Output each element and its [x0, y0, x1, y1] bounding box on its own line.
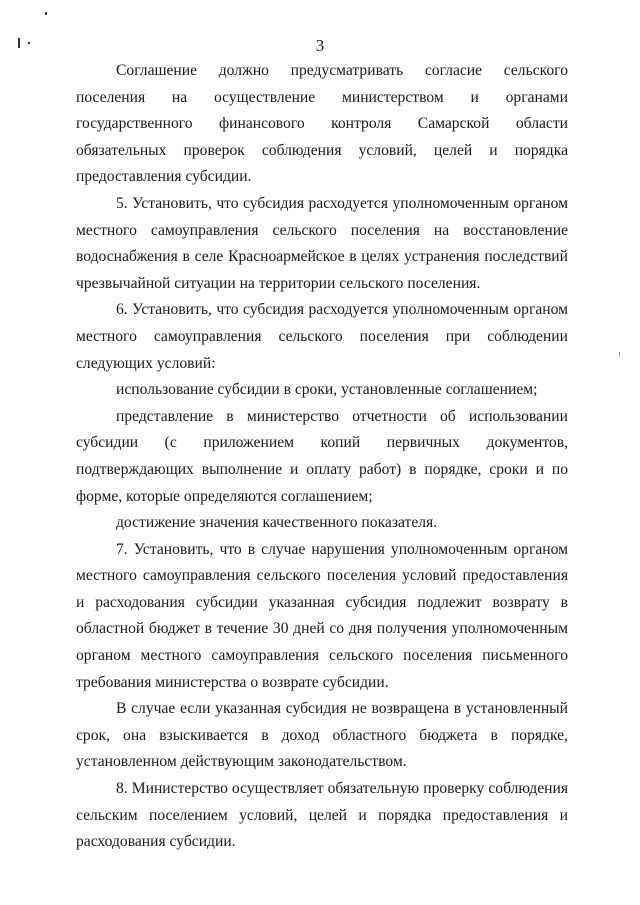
- paragraph-condition-3: достижение значения качественного показателя.: [116, 514, 438, 532]
- scan-artifact: [619, 352, 620, 356]
- document-body: [76, 58, 568, 856]
- paragraph-recovery: В случае если указанная субсидия не возвращена в установленный срок, она взыскивается в доход областного бюджета в порядке, установленном действующим законодательством.: [76, 700, 568, 771]
- paragraph-item-7: 7. Установить, что в случае нарушения уполномоченным органом местного самоуправления сельского поселения условий предоставления и расходования субсидии указанная субсидия подлежит возврату в областной бюджет в течение 30 дней со дня получения уполномоченным органом местного самоуправления сельского поселения письменного требования министерства о возврате субсидии.: [76, 540, 568, 691]
- paragraph-agreement-consent: Соглашение должно предусматривать согласие сельского поселения на осуществление министерством и органами государственного финансового контроля Самарской области обязательных проверок соблюдения условий, целей и порядка предоставления субсидии.: [76, 62, 568, 186]
- paragraph-item-8: 8. Министерство осуществляет обязательную проверку соблюдения сельским поселением условий, целей и порядка предоставления и расходования субсидии.: [76, 780, 568, 851]
- paragraph-item-6: 6. Установить, что субсидия расходуется уполномоченным органом местного самоуправления сельского поселения при соблюдении следующих условий:: [76, 301, 568, 372]
- scan-artifact: [45, 12, 47, 15]
- paragraph-item-5: 5. Установить, что субсидия расходуется уполномоченным органом местного самоуправления сельского поселения на восстановление водоснабжения в селе Красноармейское в целях устранения последствий чрезвычайной ситуации на территории сельского поселения.: [76, 194, 568, 292]
- page-number: 3: [315, 36, 325, 55]
- paragraph-condition-1: использование субсидии в сроки, установленные соглашением;: [116, 381, 538, 399]
- paragraph-condition-2: представление в министерство отчетности об использовании субсидии (с приложением копий первичных документов, подтверждающих выполнение и оплату работ) в порядке, сроки и по форме, которые определяются соглашением;: [76, 407, 568, 505]
